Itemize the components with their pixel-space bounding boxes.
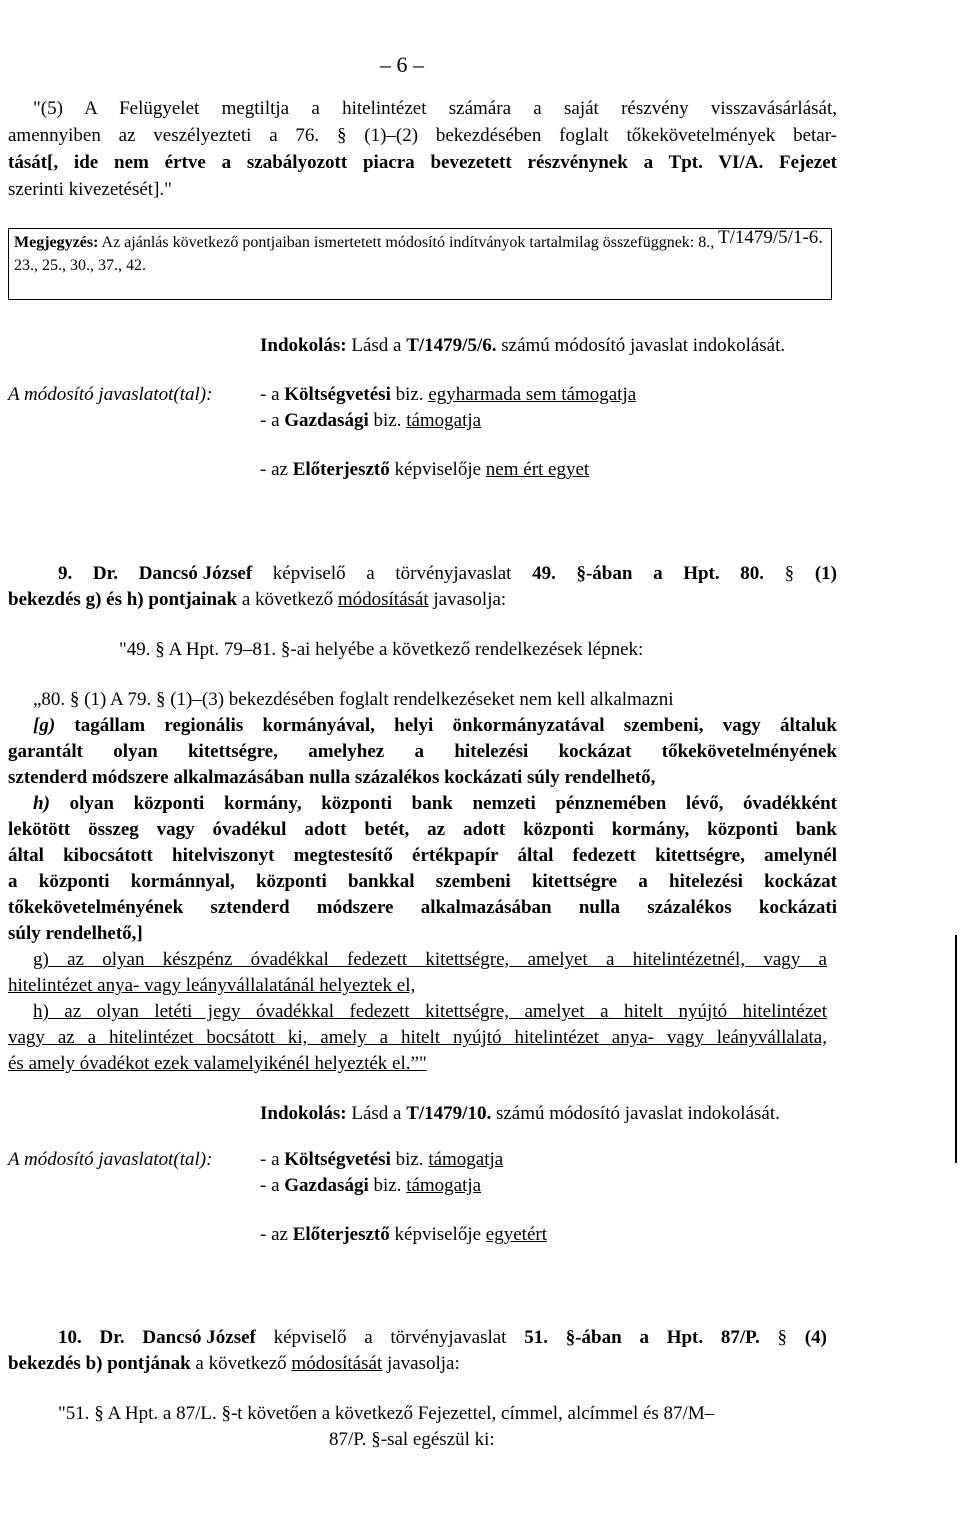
point-label: [g)	[33, 715, 56, 736]
bold-text: bekezdés g) és h) pontjainak	[8, 589, 238, 610]
h-old-line6: súly rendelhető,]	[8, 923, 143, 944]
vote-prefix: - az	[260, 1224, 288, 1245]
underlined-text: módosítását	[337, 589, 429, 610]
word: a	[653, 563, 663, 584]
text: javasolja:	[386, 1353, 460, 1374]
section-sign: §	[784, 563, 795, 584]
item-number: 10.	[58, 1327, 82, 1348]
g-old-line3: sztenderd módszere alkalmazásában nulla százalékos kockázati súly rendelhető,	[8, 767, 656, 788]
vote-line-eloterjeszto-2	[260, 1222, 547, 1248]
indokolas-line	[260, 333, 785, 359]
note-line1	[14, 232, 714, 254]
h-old-line3: által kibocsátott hitelviszonyt megtestesítő értékpapír által fedezett kitettségre, amelynél	[8, 845, 837, 866]
word: képviselő	[273, 1327, 347, 1348]
indokolas-text: Lásd a	[351, 1103, 402, 1124]
vote-line-gazdasagi-2	[260, 1173, 481, 1199]
item9-line2	[8, 587, 506, 613]
text: javasolja:	[433, 589, 507, 610]
vote-prefix: - az	[260, 459, 288, 480]
indokolas-line-2	[260, 1101, 780, 1127]
item10-quote2: 87/P. §-sal egészül ki:	[329, 1429, 495, 1450]
item10-line2	[8, 1351, 460, 1377]
mp-name: Dancsó József	[138, 563, 253, 584]
indokolas-text-end: számú módosító javaslat indokolását.	[495, 1103, 780, 1124]
vote-result: támogatja	[406, 410, 482, 431]
committee-name: Költségvetési	[284, 1149, 391, 1170]
indokolas-text-end: számú módosító javaslat indokolását.	[501, 335, 786, 356]
paragraph-number: (4)	[804, 1327, 827, 1348]
indokolas-label: Indokolás:	[260, 335, 347, 356]
g-new-line1: g) az olyan készpénz óvadékkal fedezett kitettségre, amelyet a hitelintézetnél, vagy a	[33, 949, 827, 970]
committee-abbr: biz.	[395, 384, 424, 405]
word: képviselő	[272, 563, 346, 584]
document-reference: T/1479/5/1-6.	[718, 227, 824, 248]
text: a következő	[195, 1353, 287, 1374]
title: Dr.	[99, 1327, 125, 1348]
committee-name: Költségvetési	[284, 384, 391, 405]
indokolas-ref: T/1479/10.	[406, 1103, 492, 1124]
para1-line1: "(5) A Felügyelet megtiltja a hitelintézet számára a saját részvény visszavásárlását,	[33, 98, 837, 119]
proposer-role: képviselője	[394, 1224, 482, 1245]
vote-prefix: - a	[260, 1175, 280, 1196]
h-old-line5: tőkekövetelményének sztenderd módszere alkalmazásában nulla százalékos kockázati	[8, 897, 837, 918]
h-old-line4: a központi kormánnyal, központi bankkal szembeni kitettségre a hitelezési kockázat	[8, 871, 837, 892]
para1-line4: szerinti kivezetését]."	[8, 179, 172, 200]
title: Dr.	[92, 563, 119, 584]
section-number: 49.	[532, 563, 556, 584]
g-old-line1	[33, 713, 837, 739]
committee-name: Gazdasági	[284, 410, 369, 431]
proposer-name: Előterjesztő	[292, 1224, 390, 1245]
vote-result: egyharmada sem támogatja	[428, 384, 637, 405]
vote-line-koltsegvetesi-2	[260, 1147, 503, 1173]
h-old-line2: lekötött összeg vagy óvadékul adott betét, az adott központi kormány, központi bank	[8, 819, 837, 840]
word: törvényjavaslat	[390, 1327, 507, 1348]
h-new-line1: h) az olyan letéti jegy óvadékkal fedezett kitettségre, amelyet a hitelt nyújtó hitelintézet	[33, 1001, 827, 1022]
indokolas-label: Indokolás:	[260, 1103, 347, 1124]
proposer-role: képviselője	[394, 459, 482, 480]
committee-abbr: biz.	[373, 1175, 402, 1196]
para1-line3: tását[, ide nem értve a szabályozott piacra bevezetett részvénynek a Tpt. VI/A. Fejezet	[8, 152, 837, 173]
vote-prefix: - a	[260, 384, 280, 405]
h-new-line2: vagy az a hitelintézet bocsátott ki, amely a hitelt nyújtó hitelintézet anya- vagy leányvállalata,	[8, 1027, 827, 1048]
text: a következő	[241, 589, 334, 610]
item9-line1	[58, 561, 837, 587]
g-old-line2: garantált olyan kitettségre, amelyhez a hitelezési kockázat tőkekövetelményének	[8, 741, 837, 762]
word: a	[364, 1327, 373, 1348]
item9-quote2: „80. § (1) A 79. § (1)–(3) bekezdésében foglalt rendelkezéseket nem kell alkalmazni	[33, 689, 674, 710]
word: a	[366, 563, 375, 584]
g-new-line2: hitelintézet anya- vagy leányvállalatánál helyeztek el,	[8, 975, 416, 996]
vote-result: egyetért	[485, 1224, 547, 1245]
section-sign: §	[777, 1327, 788, 1348]
section-number: 80.	[740, 563, 765, 584]
section-number: 87/P.	[720, 1327, 760, 1348]
vote-line-gazdasagi	[260, 408, 481, 434]
vote-result: nem ért egyet	[485, 459, 590, 480]
javaslat-label-2: A módosító javaslatot(tal):	[8, 1149, 213, 1170]
word: a	[639, 1327, 649, 1348]
page-number: – 6 –	[380, 52, 424, 77]
proposer-name: Előterjesztő	[292, 459, 390, 480]
note-text: Az ajánlás következő pontjaiban ismertetett módosító indítványok tartalmilag összefüggnek: 8.,	[101, 234, 715, 251]
item10-line1	[58, 1325, 827, 1351]
committee-abbr: biz.	[373, 410, 402, 431]
vote-line-koltsegvetesi	[260, 382, 636, 408]
indokolas-ref: T/1479/5/6.	[406, 335, 497, 356]
item9-quote1: "49. § A Hpt. 79–81. §-ai helyébe a következő rendelkezések lépnek:	[119, 639, 644, 660]
vote-result: támogatja	[428, 1149, 504, 1170]
section-number: 51.	[524, 1327, 548, 1348]
vote-result: támogatja	[406, 1175, 482, 1196]
text: olyan központi kormány, központi bank nemzeti pénznemében lévő, óvadékként	[69, 793, 838, 814]
act-name: Hpt.	[666, 1327, 704, 1348]
committee-name: Gazdasági	[284, 1175, 369, 1196]
vote-prefix: - a	[260, 1149, 280, 1170]
word: törvényjavaslat	[395, 563, 512, 584]
vote-prefix: - a	[260, 410, 280, 431]
para1-line2: amennyiben az veszélyezteti a 76. § (1)–(2) bekezdésében foglalt tőkekövetelmények betar-	[8, 125, 837, 146]
act-name: Hpt.	[683, 563, 720, 584]
note-line2: 23., 25., 30., 37., 42.	[14, 257, 146, 274]
vote-line-eloterjeszto	[260, 457, 589, 483]
mp-name: Dancsó József	[142, 1327, 256, 1348]
item-number: 9.	[58, 563, 73, 584]
h-old-line1	[33, 791, 837, 817]
h-new-line3: és amely óvadékot ezek valamelyikénél helyezték el.”"	[8, 1053, 427, 1074]
word: §-ában	[565, 1327, 622, 1348]
committee-abbr: biz.	[395, 1149, 424, 1170]
note-label: Megjegyzés:	[14, 234, 99, 251]
paragraph-number: (1)	[814, 563, 837, 584]
item10-quote1: "51. § A Hpt. a 87/L. §-t követően a következő Fejezettel, címmel, alcímmel és 87/M–	[58, 1403, 715, 1424]
text: tagállam regionális kormányával, helyi önkormányzatával szembeni, vagy általuk	[74, 715, 837, 736]
indokolas-text: Lásd a	[351, 335, 402, 356]
javaslat-label: A módosító javaslatot(tal):	[8, 384, 213, 405]
margin-bar	[955, 935, 957, 1163]
bold-text: bekezdés b) pontjának	[8, 1353, 191, 1374]
underlined-text: módosítását	[291, 1353, 383, 1374]
point-label: h)	[33, 793, 50, 814]
word: §-ában	[576, 563, 633, 584]
